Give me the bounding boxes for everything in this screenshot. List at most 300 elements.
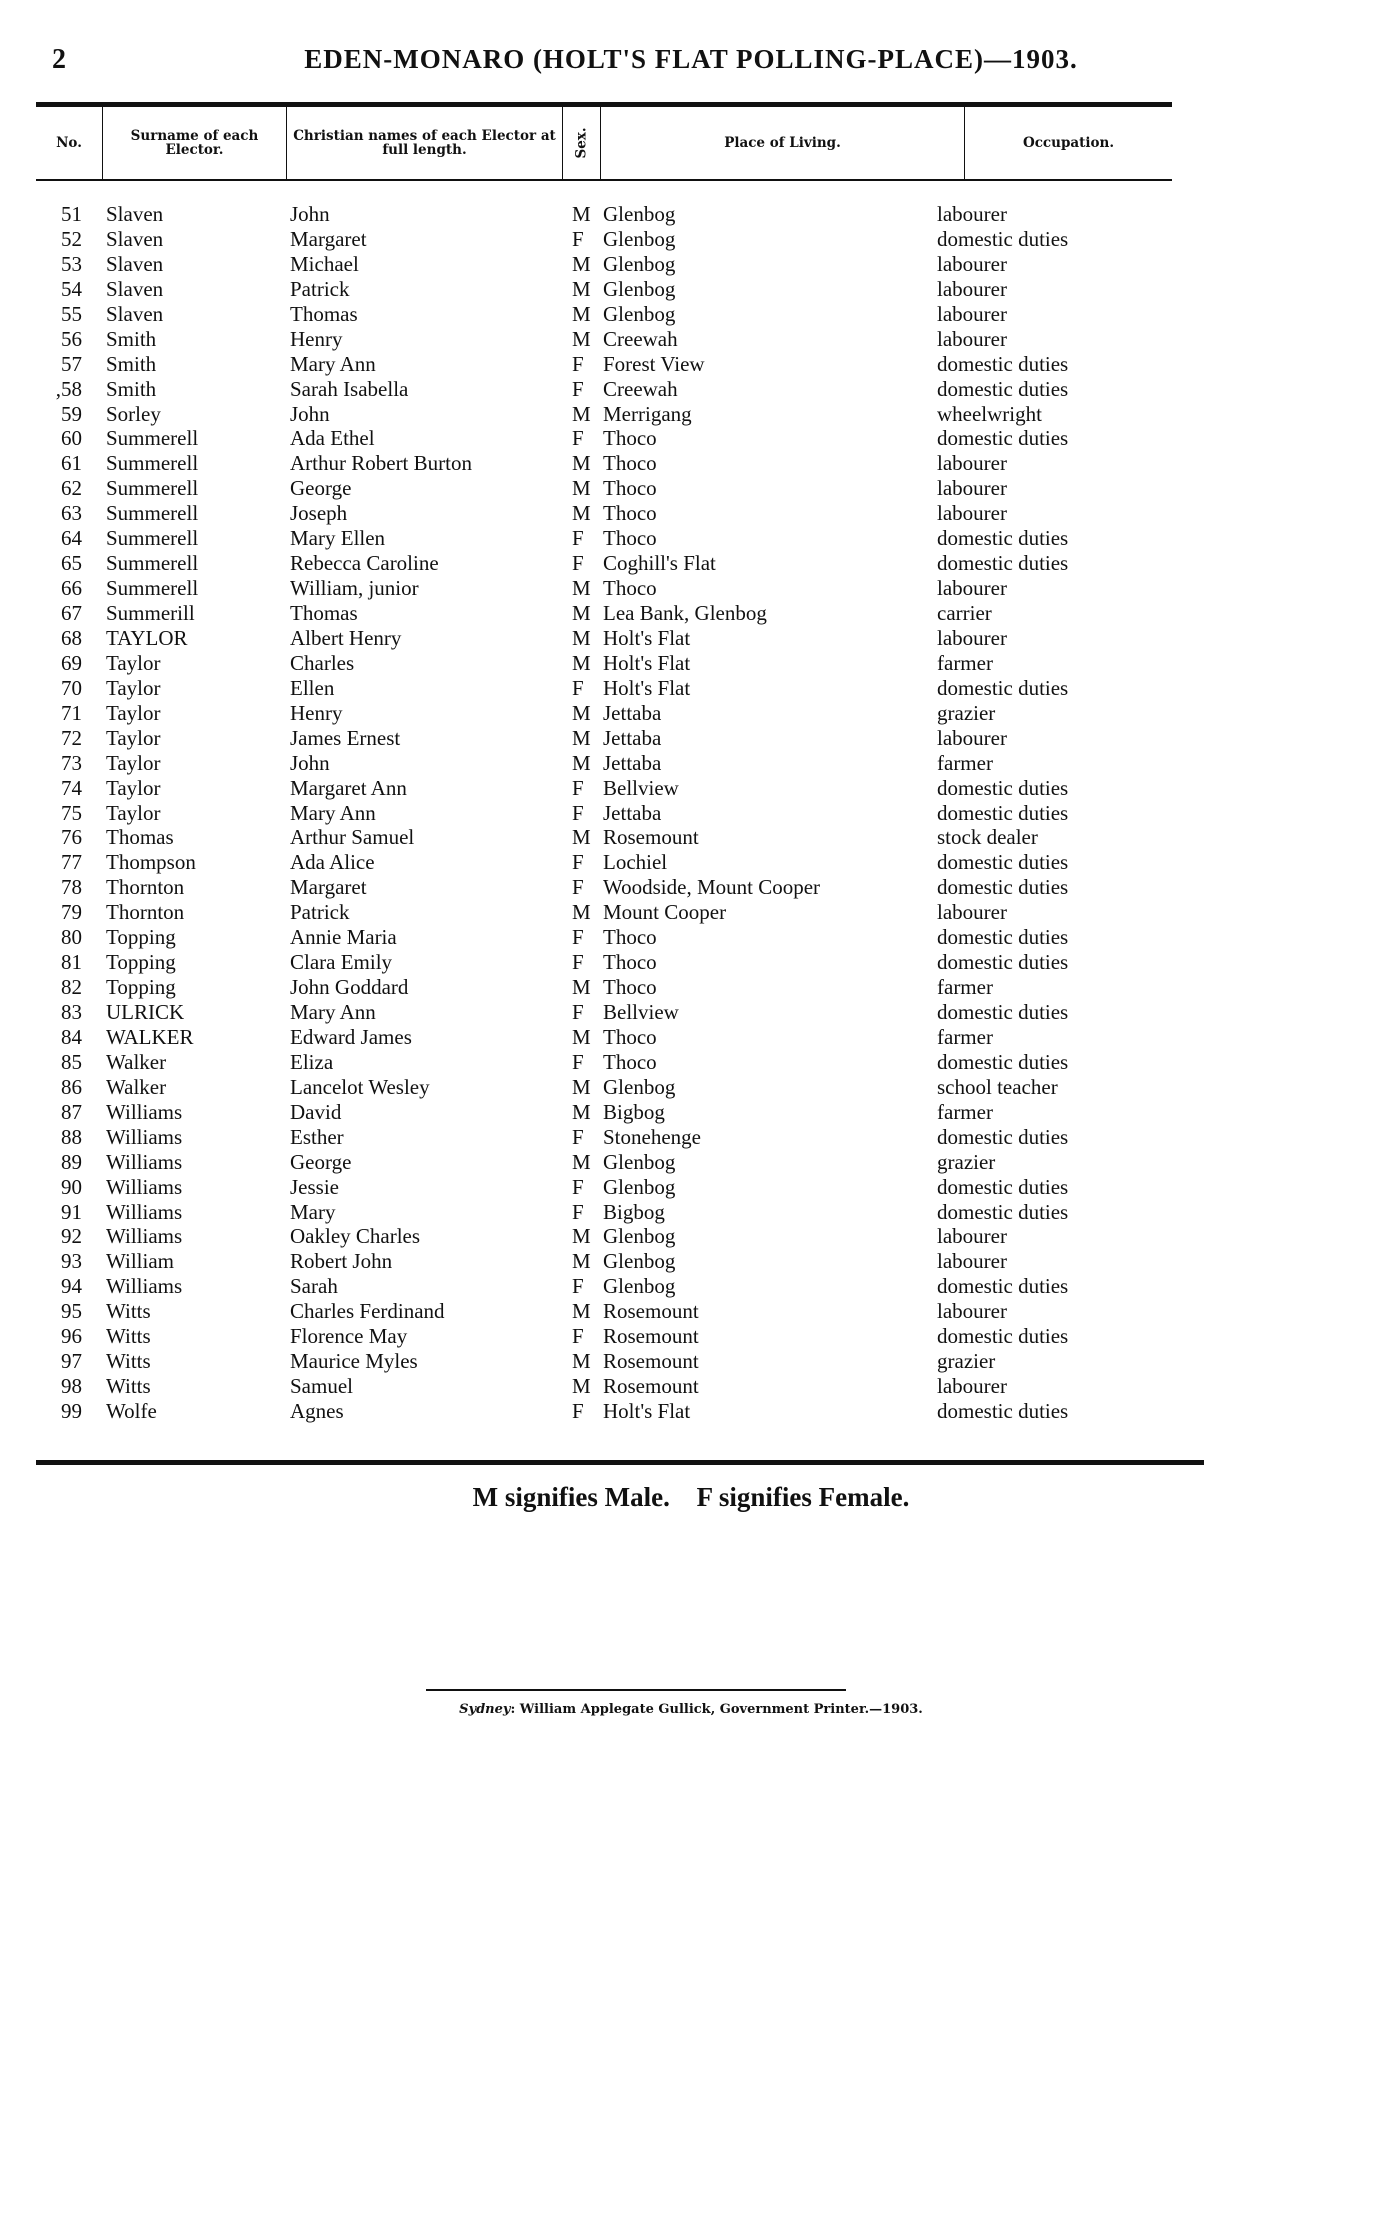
table-row [0,1050,1382,1075]
elector-sex: M [572,576,591,601]
elector-surname: Summerill [106,601,195,625]
elector-christian-names: Thomas [290,301,358,326]
elector-place-of-living: Glenbog [603,226,676,251]
elector-number: 78 [61,875,82,900]
elector-number: 63 [61,501,82,526]
elector-sex: M [572,1024,591,1049]
elector-christian-names: Margaret [290,875,367,900]
elector-sex: F [572,775,584,800]
elector-sex: M [572,825,591,850]
table-row [0,1150,1382,1175]
elector-occupation: domestic duties [937,675,1069,700]
elector-christian-names: James Ernest [290,725,401,750]
elector-place-of-living: Thoco [603,426,657,451]
legend-female: F signifies Female. [696,1482,910,1512]
elector-number: 97 [61,1349,82,1374]
elector-christian-names: John Goddard [290,975,409,1000]
table-row [0,1100,1382,1125]
elector-surname: Slaven [106,301,164,326]
elector-surname: Witts [106,1324,151,1349]
table-row [0,1175,1382,1200]
elector-christian-names: Henry [290,326,343,351]
elector-sex: M [572,700,591,725]
elector-surname: Thomas [106,825,174,850]
elector-surname: Walker [106,1074,167,1099]
table-row [0,1299,1382,1324]
table-row [0,626,1382,651]
elector-surname: Wolfe [106,1399,157,1423]
elector-surname: Summerell [106,451,199,476]
elector-occupation: wheelwright [937,401,1042,426]
elector-occupation: domestic duties [937,850,1069,875]
elector-number: 95 [61,1299,82,1324]
elector-number: 96 [61,1324,82,1349]
elector-sex: F [572,1274,584,1299]
elector-place-of-living: Rosemount [603,1374,699,1399]
elector-number: 52 [61,226,82,251]
elector-christian-names: Sarah [290,1274,338,1299]
elector-sex: M [572,476,591,501]
elector-christian-names: Lancelot Wesley [290,1074,430,1099]
table-row [0,601,1382,626]
elector-place-of-living: Thoco [603,925,657,950]
table-row [0,252,1382,277]
elector-number: 89 [61,1149,82,1174]
elector-christian-names: Sarah Isabella [290,376,409,401]
page-title: EDEN-MONARO (HOLT'S FLAT POLLING-PLACE)—1903. [304,44,1078,74]
elector-sex: M [572,725,591,750]
elector-place-of-living: Glenbog [603,276,676,301]
elector-christian-names: Rebecca Caroline [290,551,439,576]
elector-occupation: labourer [937,251,1007,276]
elector-place-of-living: Glenbog [603,301,676,326]
elector-occupation: farmer [937,975,993,1000]
elector-occupation: domestic duties [937,775,1069,800]
elector-occupation: labourer [937,1249,1007,1274]
table-row [0,726,1382,751]
elector-surname: Smith [106,326,157,351]
elector-occupation: carrier [937,601,992,625]
table-row [0,1125,1382,1150]
elector-number: 59 [61,401,82,426]
elector-place-of-living: Glenbog [603,1224,676,1249]
elector-surname: Taylor [106,775,161,800]
elector-sex: M [572,401,591,426]
elector-place-of-living: Holt's Flat [603,625,691,650]
elector-surname: Thornton [106,900,185,925]
elector-christian-names: Patrick [290,900,350,925]
elector-christian-names: Albert Henry [290,625,402,650]
elector-christian-names: Esther [290,1124,344,1149]
elector-surname: Slaven [106,226,164,251]
elector-sex: M [572,1099,591,1124]
elector-sex: F [572,526,584,551]
elector-surname: Smith [106,351,157,376]
elector-christian-names: Mary Ann [290,1000,376,1024]
elector-occupation: labourer [937,501,1007,526]
elector-number: 80 [61,925,82,950]
table-row [0,1200,1382,1225]
elector-place-of-living: Jettaba [603,800,662,825]
elector-place-of-living: Coghill's Flat [603,551,716,576]
elector-surname: Summerell [106,526,199,551]
elector-place-of-living: Thoco [603,576,657,601]
elector-sex: M [572,501,591,526]
elector-occupation: labourer [937,202,1007,226]
elector-number: 92 [61,1224,82,1249]
elector-sex: M [572,750,591,775]
elector-surname: Taylor [106,650,161,675]
elector-place-of-living: Jettaba [603,725,662,750]
elector-occupation: labourer [937,900,1007,925]
elector-number: 84 [61,1024,82,1049]
elector-occupation: labourer [937,276,1007,301]
elector-sex: M [572,900,591,925]
elector-place-of-living: Bigbog [603,1199,665,1224]
elector-number: 71 [61,700,82,725]
elector-sex: F [572,1124,584,1149]
elector-sex: M [572,601,591,625]
elector-occupation: domestic duties [937,950,1069,975]
elector-occupation: domestic duties [937,551,1069,576]
elector-sex: F [572,1000,584,1024]
table-row [0,277,1382,302]
elector-number: 85 [61,1049,82,1074]
elector-occupation: labourer [937,301,1007,326]
elector-place-of-living: Holt's Flat [603,675,691,700]
elector-number: 57 [61,351,82,376]
elector-surname: William [106,1249,174,1274]
elector-occupation: labourer [937,625,1007,650]
elector-number: 61 [61,451,82,476]
elector-place-of-living: Mount Cooper [603,900,727,925]
elector-surname: Summerell [106,551,199,576]
elector-christian-names: Mary Ellen [290,526,386,551]
elector-place-of-living: Merrigang [603,401,692,426]
table-row [0,1249,1382,1274]
elector-christian-names: Oakley Charles [290,1224,421,1249]
elector-list [0,202,1382,1424]
elector-occupation: farmer [937,650,993,675]
elector-number: 65 [61,551,82,576]
elector-occupation: labourer [937,451,1007,476]
elector-place-of-living: Lea Bank, Glenbog [603,601,767,625]
elector-occupation: domestic duties [937,526,1069,551]
table-row [0,850,1382,875]
elector-occupation: labourer [937,725,1007,750]
elector-occupation: domestic duties [937,376,1069,401]
table-row [0,526,1382,551]
elector-sex: F [572,226,584,251]
elector-number: 67 [61,601,82,625]
table-row [0,426,1382,451]
elector-christian-names: Mary [290,1199,336,1224]
elector-surname: Slaven [106,251,164,276]
elector-christian-names: John [290,401,330,426]
elector-place-of-living: Glenbog [603,1149,676,1174]
table-row [0,925,1382,950]
elector-christian-names: Ada Ethel [290,426,375,451]
elector-christian-names: Florence May [290,1324,408,1349]
elector-place-of-living: Thoco [603,1049,657,1074]
elector-surname: ULRICK [106,1000,185,1024]
elector-sex: M [572,1074,591,1099]
table-row [0,451,1382,476]
table-row [0,227,1382,252]
elector-place-of-living: Woodside, Mount Cooper [603,875,821,900]
table-row [0,327,1382,352]
elector-christian-names: Jessie [290,1174,339,1199]
elector-occupation: domestic duties [937,1274,1069,1299]
elector-occupation: labourer [937,476,1007,501]
elector-christian-names: Ellen [290,675,335,700]
elector-sex: F [572,850,584,875]
elector-sex: M [572,1249,591,1274]
elector-sex: F [572,925,584,950]
table-row [0,975,1382,1000]
elector-christian-names: Maurice Myles [290,1349,418,1374]
elector-christian-names: Arthur Samuel [290,825,415,850]
column-header-occupation: Occupation. [964,107,1172,179]
elector-occupation: domestic duties [937,925,1069,950]
elector-place-of-living: Glenbog [603,1274,676,1299]
elector-christian-names: Clara Emily [290,950,393,975]
elector-place-of-living: Rosemount [603,1324,699,1349]
divider [426,1689,846,1691]
elector-place-of-living: Forest View [603,351,705,376]
elector-number: 56 [61,326,82,351]
elector-occupation: domestic duties [937,1124,1069,1149]
elector-sex: F [572,376,584,401]
elector-number: 87 [61,1099,82,1124]
elector-number: 70 [61,675,82,700]
elector-occupation: domestic duties [937,351,1069,376]
table-row [0,651,1382,676]
table-row [0,825,1382,850]
elector-occupation: domestic duties [937,226,1069,251]
elector-christian-names: Thomas [290,601,358,625]
table-row [0,1399,1382,1424]
elector-christian-names: George [290,1149,352,1174]
elector-surname: Taylor [106,750,161,775]
table-row [0,576,1382,601]
table-row [0,875,1382,900]
elector-occupation: farmer [937,1024,993,1049]
elector-place-of-living: Bellview [603,775,679,800]
elector-place-of-living: Glenbog [603,251,676,276]
elector-number: 91 [61,1199,82,1224]
elector-number: 62 [61,476,82,501]
page-number: 2 [52,44,66,75]
elector-surname: Slaven [106,276,164,301]
elector-occupation: labourer [937,1374,1007,1399]
table-row [0,1224,1382,1249]
table-row [0,1374,1382,1399]
elector-surname: Topping [106,925,176,950]
elector-sex: M [572,1299,591,1324]
elector-place-of-living: Thoco [603,975,657,1000]
table-row [0,1349,1382,1374]
elector-surname: Smith [106,376,157,401]
elector-sex: F [572,1324,584,1349]
elector-sex: M [572,202,591,226]
elector-occupation: domestic duties [937,875,1069,900]
elector-occupation: domestic duties [937,1000,1069,1024]
elector-sex: F [572,426,584,451]
table-row [0,701,1382,726]
table-row [0,1274,1382,1299]
elector-place-of-living: Jettaba [603,750,662,775]
elector-number: 99 [61,1399,82,1423]
elector-surname: Walker [106,1049,167,1074]
elector-christian-names: Ada Alice [290,850,375,875]
elector-sex: M [572,276,591,301]
elector-occupation: farmer [937,750,993,775]
elector-place-of-living: Glenbog [603,1174,676,1199]
elector-sex: F [572,950,584,975]
elector-place-of-living: Creewah [603,376,678,401]
elector-surname: Taylor [106,700,161,725]
elector-occupation: domestic duties [937,1324,1069,1349]
imprint-place: Sydney [459,1702,511,1717]
elector-number: 90 [61,1174,82,1199]
elector-surname: TAYLOR [106,625,188,650]
elector-christian-names: Edward James [290,1024,412,1049]
elector-christian-names: George [290,476,352,501]
elector-number: 64 [61,526,82,551]
elector-christian-names: Margaret Ann [290,775,407,800]
elector-surname: Slaven [106,202,164,226]
table-row [0,751,1382,776]
elector-surname: Williams [106,1274,183,1299]
elector-number: 51 [61,202,82,226]
elector-number: 98 [61,1374,82,1399]
elector-number: 88 [61,1124,82,1149]
elector-occupation: domestic duties [937,1399,1069,1423]
table-row [0,1075,1382,1100]
elector-number: 82 [61,975,82,1000]
elector-number: 73 [61,750,82,775]
elector-number: 94 [61,1274,82,1299]
elector-occupation: domestic duties [937,800,1069,825]
elector-surname: WALKER [106,1024,194,1049]
elector-occupation: domestic duties [937,1199,1069,1224]
elector-occupation: labourer [937,576,1007,601]
elector-place-of-living: Rosemount [603,825,699,850]
table-row [0,377,1382,402]
elector-sex: M [572,1149,591,1174]
column-header-sex [562,107,600,179]
column-header-surname: Surname of each Elector. [102,107,286,179]
table-row [0,476,1382,501]
elector-sex: F [572,1399,584,1423]
elector-place-of-living: Glenbog [603,202,676,226]
table-row [0,1324,1382,1349]
elector-occupation: labourer [937,1299,1007,1324]
elector-number: 53 [61,251,82,276]
elector-occupation: stock dealer [937,825,1038,850]
elector-christian-names: Margaret [290,226,367,251]
elector-surname: Witts [106,1349,151,1374]
elector-number: 75 [61,800,82,825]
elector-occupation: school teacher [937,1074,1058,1099]
elector-surname: Thornton [106,875,185,900]
elector-sex: F [572,675,584,700]
elector-sex: M [572,451,591,476]
elector-surname: Summerell [106,426,199,451]
elector-number: 69 [61,650,82,675]
elector-place-of-living: Thoco [603,526,657,551]
imprint-printer: : William Applegate Gullick, Government Printer.—1903. [510,1702,923,1717]
elector-number: 93 [61,1249,82,1274]
elector-surname: Topping [106,975,176,1000]
elector-sex: M [572,251,591,276]
divider [36,1460,1204,1465]
elector-number: 76 [61,825,82,850]
elector-occupation: labourer [937,1224,1007,1249]
elector-surname: Taylor [106,725,161,750]
table-row [0,551,1382,576]
elector-surname: Williams [106,1174,183,1199]
elector-surname: Witts [106,1374,151,1399]
column-header-row [36,102,1172,181]
elector-christian-names: John [290,750,330,775]
elector-christian-names: Arthur Robert Burton [290,451,472,476]
elector-sex: F [572,875,584,900]
elector-christian-names: Charles Ferdinand [290,1299,445,1324]
elector-occupation: grazier [937,1349,996,1374]
elector-christian-names: Agnes [290,1399,344,1423]
elector-place-of-living: Rosemount [603,1349,699,1374]
elector-number: 86 [61,1074,82,1099]
elector-place-of-living: Glenbog [603,1249,676,1274]
elector-surname: Williams [106,1099,183,1124]
elector-surname: Summerell [106,501,199,526]
elector-surname: Williams [106,1124,183,1149]
elector-christian-names: William, junior [290,576,419,601]
elector-surname: Williams [106,1149,183,1174]
elector-occupation: grazier [937,1149,996,1174]
elector-christian-names: Mary Ann [290,800,376,825]
elector-surname: Summerell [106,476,199,501]
elector-occupation: domestic duties [937,1049,1069,1074]
elector-sex: F [572,551,584,576]
elector-surname: Summerell [106,576,199,601]
elector-surname: Witts [106,1299,151,1324]
elector-surname: Williams [106,1224,183,1249]
elector-place-of-living: Creewah [603,326,678,351]
elector-place-of-living: Bigbog [603,1099,665,1124]
elector-surname: Topping [106,950,176,975]
table-row [0,352,1382,377]
elector-christian-names: David [290,1099,342,1124]
elector-christian-names: Eliza [290,1049,334,1074]
legend-male: M signifies Male. [472,1482,670,1512]
elector-sex: M [572,326,591,351]
elector-number: 66 [61,576,82,601]
table-row [0,501,1382,526]
elector-surname: Williams [106,1199,183,1224]
elector-number: 83 [61,1000,82,1024]
elector-surname: Taylor [106,800,161,825]
elector-surname: Taylor [106,675,161,700]
table-row [0,1025,1382,1050]
elector-christian-names: Patrick [290,276,350,301]
elector-christian-names: Charles [290,650,355,675]
elector-christian-names: Robert John [290,1249,393,1274]
elector-sex: F [572,1174,584,1199]
elector-sex: F [572,1049,584,1074]
